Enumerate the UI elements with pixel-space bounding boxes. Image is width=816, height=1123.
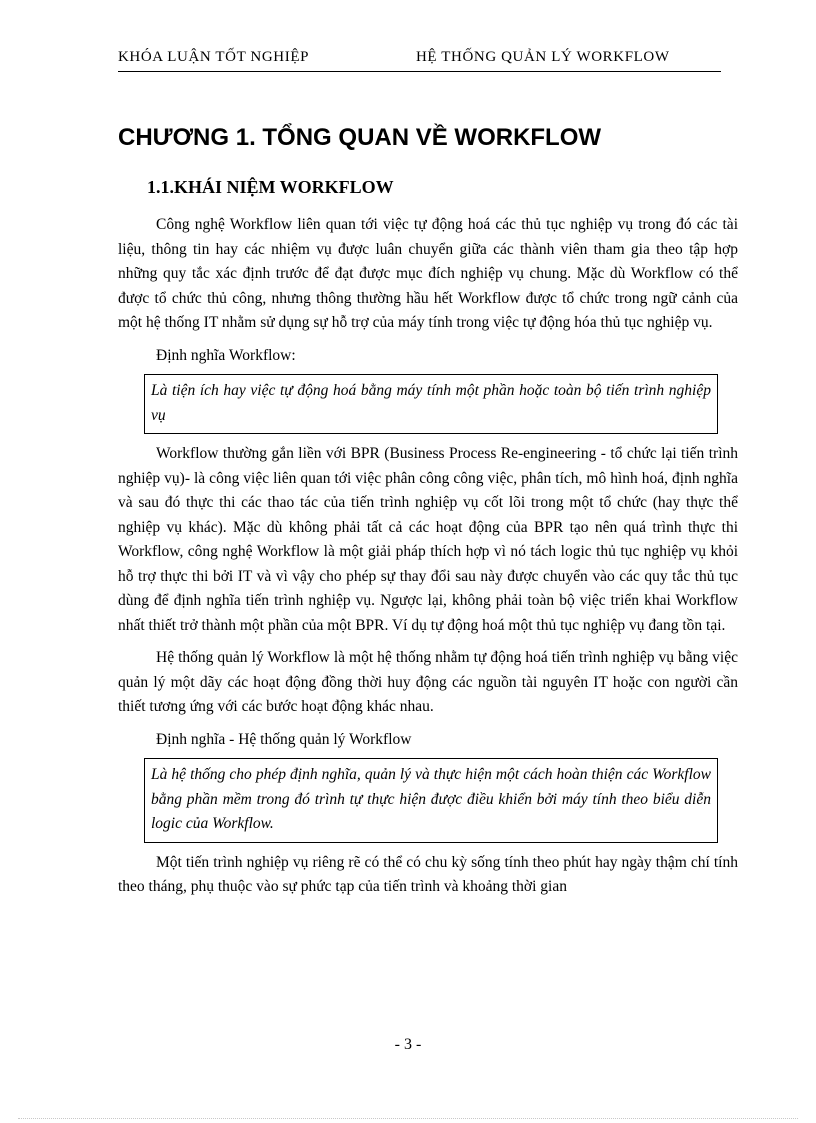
paragraph-bpr: Workflow thường gắn liền với BPR (Business Process Re-engineering - tổ chức lại tiến trình nghiệp vụ)- là công việc liên quan tới việc phân công công việc, phân tích, mô hình hoá, định nghĩa và sau đó thực thi các thao tác của tiến trình nghiệp vụ cốt lõi trong một tổ chức (hay thực thể nghiệp vụ khác). Mặc dù không phải tất cả các hoạt động của BPR tạo nên quá trình thực thi Workflow, công nghệ Workflow là một giải pháp thích hợp vì nó tách logic thủ tục nghiệp vụ khỏi hỗ trợ thực thi bởi IT và vì vậy cho phép sự thay đổi sau này được chuyển vào các quy tắc thủ tục dùng để định nghĩa tiến trình nghiệp vụ. Ngược lại, không phải toàn bộ việc triển khai Workflow nhất thiết trở thành một phần của một BPR. Ví dụ tự động hoá một thủ tục nghiệp vụ đang tồn tại. <box>118 445 738 634</box>
definition-label-wfms: Định nghĩa - Hệ thống quản lý Workflow <box>156 730 412 748</box>
paragraph-wfms: Hệ thống quản lý Workflow là một hệ thống nhằm tự động hoá tiến trình nghiệp vụ bằng việc quản lý một dãy các hoạt động đồng thời huy động các nguồn tài nguyên IT hoặc con người cần thiết tương ứng với các bước hoạt động khác nhau. <box>118 649 738 715</box>
header-right-title: HỆ THỐNG QUẢN LÝ WORKFLOW <box>416 49 670 65</box>
header-left-title: KHÓA LUẬN TỐT NGHIỆP <box>118 49 310 65</box>
running-header <box>118 49 721 72</box>
page-edge-divider <box>18 1118 798 1119</box>
section-title: 1.1.KHÁI NIỆM WORKFLOW <box>147 177 394 197</box>
definition-label-workflow: Định nghĩa Workflow: <box>156 346 296 364</box>
definition-box-wfms: Là hệ thống cho phép định nghĩa, quản lý và thực hiện một cách hoàn thiện các Workflow bằng phần mềm trong đó trình tự thực hiện được điều khiển bởi máy tính theo biểu diễn logic của Workflow. <box>144 758 718 843</box>
definition-box-workflow: Là tiện ích hay việc tự động hoá bằng máy tính một phần hoặc toàn bộ tiến trình nghiệp vụ <box>144 374 718 434</box>
paragraph-intro: Công nghệ Workflow liên quan tới việc tự động hoá các thủ tục nghiệp vụ trong đó các tài liệu, thông tin hay các nhiệm vụ được luân chuyển giữa các thành viên tham gia theo tập hợp những quy tắc xác định trước để đạt được mục đích nghiệp vụ chung. Mặc dù Workflow có thể được tổ chức thủ công, nhưng thông thường hầu hết Workflow được tổ chức trong ngữ cảnh của một hệ thống IT nhằm sử dụng sự hỗ trợ của máy tính trong việc tự động hóa thủ tục nghiệp vụ. <box>118 216 738 331</box>
page-number: - 3 - <box>394 1036 422 1053</box>
chapter-title: CHƯƠNG 1. TỔNG QUAN VỀ WORKFLOW <box>118 124 602 151</box>
body-text <box>118 213 738 908</box>
paragraph-lifecycle: Một tiến trình nghiệp vụ riêng rẽ có thể có chu kỳ sống tính theo phút hay ngày thậm chí tính theo tháng, phụ thuộc vào sự phức tạp của tiến trình và khoảng thời gian <box>118 853 738 895</box>
